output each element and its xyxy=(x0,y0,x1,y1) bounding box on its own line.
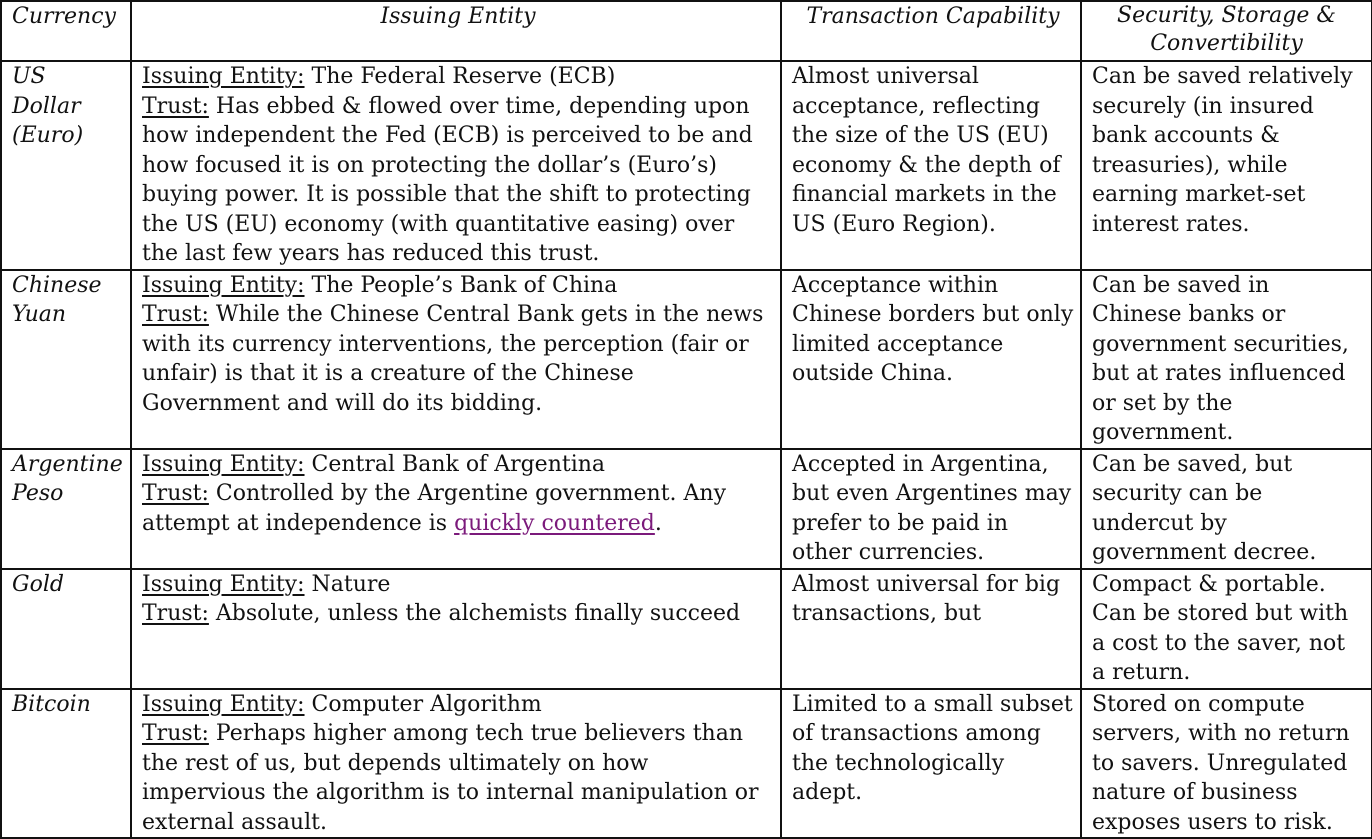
currency-name: Argentine Peso xyxy=(1,449,131,569)
currency-name: Chinese Yuan xyxy=(1,270,131,449)
trust-label: Trust: xyxy=(142,601,209,626)
trust-text: Controlled by the Argentine government. Any attempt at independence is xyxy=(142,481,727,536)
trust-label: Trust: xyxy=(142,481,209,506)
issuing-entity-label: Issuing Entity: xyxy=(142,571,305,597)
transaction-capability-cell: Limited to a small subset of transactions among the technologically adept. xyxy=(781,689,1081,839)
header-row xyxy=(1,1,1372,61)
table-row-us-dollar xyxy=(1,61,1372,270)
issuing-entity-cell xyxy=(131,449,781,569)
issuer-name: The People’s Bank of China xyxy=(311,272,618,298)
security-storage-cell: Can be saved in Chinese banks or government securities, but at rates influenced or set by the government. xyxy=(1081,270,1372,449)
security-storage-cell: Can be saved, but security can be undercut by government decree. xyxy=(1081,449,1372,569)
issuing-entity-cell xyxy=(131,569,781,689)
issuing-entity-cell xyxy=(131,689,781,839)
trust-label: Trust: xyxy=(142,302,209,327)
header-currency: Currency xyxy=(1,1,131,61)
currency-name: US Dollar (Euro) xyxy=(1,61,131,270)
header-security-storage: Security, Storage & Convertibility xyxy=(1081,1,1372,61)
trust-text-end: . xyxy=(654,510,662,536)
issuer-name: The Federal Reserve (ECB) xyxy=(311,64,616,89)
table-row-gold xyxy=(1,569,1372,689)
header-transaction-capability: Transaction Capability xyxy=(781,1,1081,61)
trust-text: Perhaps higher among tech true believers than the rest of us, but depends ultimately on how impervious the algorithm is to internal manipulation or external assault. xyxy=(142,721,759,835)
currency-name: Bitcoin xyxy=(1,689,131,839)
issuing-entity-label: Issuing Entity: xyxy=(142,272,305,298)
issuing-entity-label: Issuing Entity: xyxy=(142,64,305,89)
transaction-capability-cell: Accepted in Argentina, but even Argentines may prefer to be paid in other currencies. xyxy=(781,449,1081,569)
issuer-name: Central Bank of Argentina xyxy=(311,451,606,477)
trust-label: Trust: xyxy=(142,93,209,119)
issuing-entity-cell xyxy=(131,61,781,270)
trust-text: Absolute, unless the alchemists finally succeed xyxy=(215,601,741,626)
quickly-countered-link[interactable]: quickly countered xyxy=(454,510,655,536)
issuing-entity-label: Issuing Entity: xyxy=(142,451,305,477)
trust-text: While the Chinese Central Bank gets in the news with its currency interventions, the perception (fair or unfair) is that it is a creature of the Chinese Government and will do its bidding. xyxy=(142,302,764,416)
trust-label: Trust: xyxy=(142,721,209,746)
security-storage-cell: Compact & portable. Can be stored but with a cost to the saver, not a return. xyxy=(1081,569,1372,689)
table-row-bitcoin xyxy=(1,689,1372,839)
transaction-capability-cell: Acceptance within Chinese borders but only limited acceptance outside China. xyxy=(781,270,1081,449)
issuing-entity-label: Issuing Entity: xyxy=(142,691,305,717)
security-storage-cell: Can be saved relatively securely (in insured bank accounts & treasuries), while earning market-set interest rates. xyxy=(1081,61,1372,270)
header-issuing-entity: Issuing Entity xyxy=(131,1,781,61)
issuer-name: Nature xyxy=(311,571,391,597)
transaction-capability-cell: Almost universal acceptance, reflecting the size of the US (EU) economy & the depth of financial markets in the US (Euro Region). xyxy=(781,61,1081,270)
currency-name: Gold xyxy=(1,569,131,689)
table-row-chinese-yuan xyxy=(1,270,1372,449)
transaction-capability-cell: Almost universal for big transactions, but xyxy=(781,569,1081,689)
trust-text: Has ebbed & flowed over time, depending upon how independent the Fed (ECB) is perceived to be and how focused it is on protecting the dollar’s (Euro’s) buying power. It is possible that the shift to protecting the US (EU) economy (with quantitative easing) over the last few years has reduced this trust. xyxy=(142,93,753,266)
issuer-name: Computer Algorithm xyxy=(311,691,542,717)
table-row-argentine-peso xyxy=(1,449,1372,569)
security-storage-cell: Stored on compute servers, with no return to savers. Unregulated nature of business exposes users to risk. xyxy=(1081,689,1372,839)
issuing-entity-cell xyxy=(131,270,781,449)
